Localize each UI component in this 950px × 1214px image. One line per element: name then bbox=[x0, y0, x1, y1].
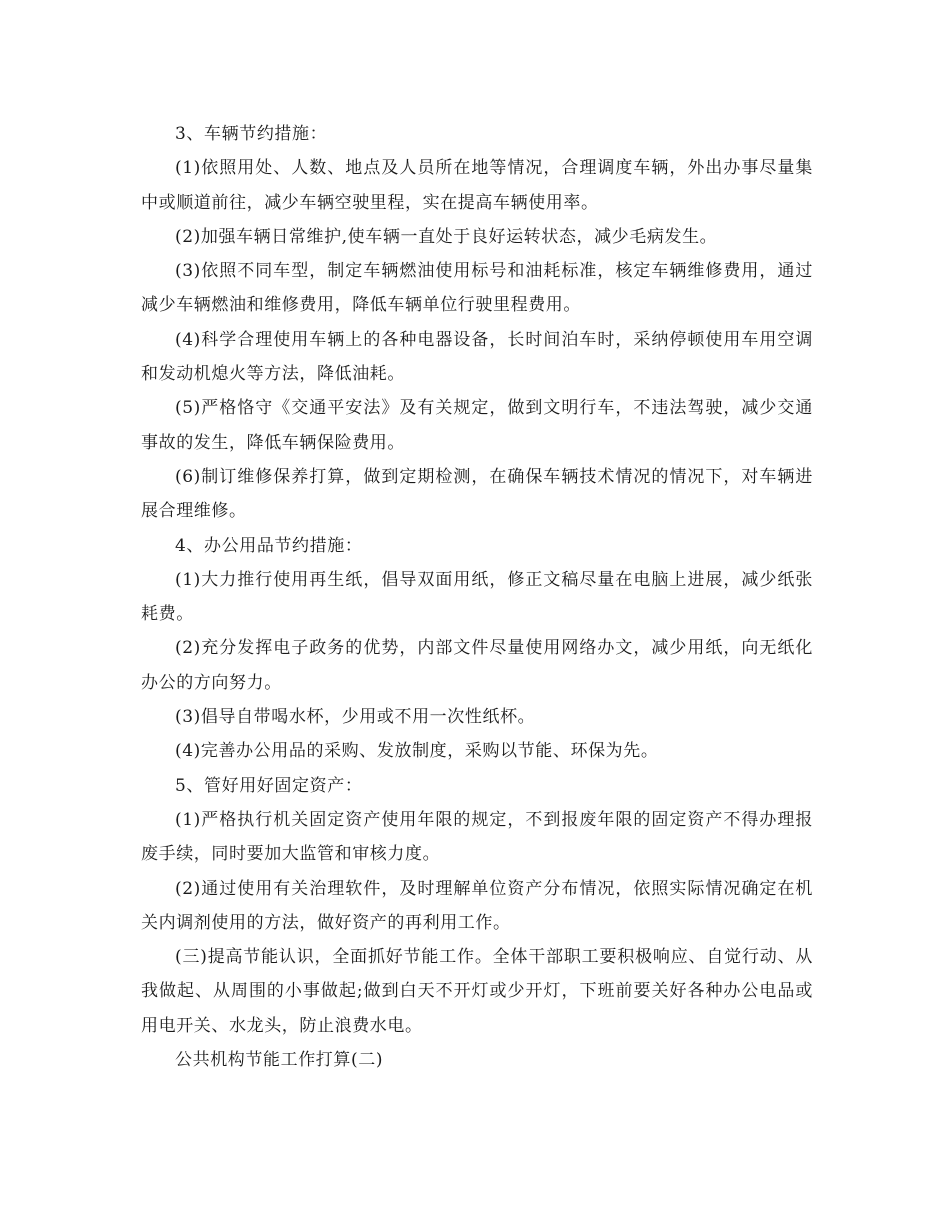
vehicle-item-2: (2)加强车辆日常维护,使车辆一直处于良好运转状态，减少毛病发生。 bbox=[175, 226, 718, 247]
section-title-plan-two: 公共机构节能工作打算(二) bbox=[175, 1050, 384, 1071]
vehicle-item-6: (6)制订维修保养打算，做到定期检测，在确保车辆技术情况的情况下，对车辆进展合理维修。 bbox=[141, 466, 813, 522]
section-heading-fixed-assets: 5、管好用好固定资产： bbox=[175, 775, 363, 796]
vehicle-item-5: (5)严格恪守《交通平安法》及有关规定，做到文明行车，不违法驾驶，减少交通事故的发生，降低车辆保险费用。 bbox=[141, 398, 813, 453]
office-item-2: (2)充分发挥电子政务的优势，内部文件尽量使用网络办文，减少用纸，向无纸化办公的方向努力。 bbox=[141, 638, 813, 693]
assets-item-2: (2)通过使用有关治理软件，及时理解单位资产分布情况，依照实际情况确定在机关内调剂使用的方法，做好资产的再利用工作。 bbox=[141, 878, 813, 933]
vehicle-item-4: (4)科学合理使用车辆上的各种电器设备，长时间泊车时，采纳停顿使用车用空调和发动机熄火等方法，降低油耗。 bbox=[141, 329, 813, 385]
section-heading-vehicle-savings: 3、车辆节约措施： bbox=[175, 124, 328, 144]
office-item-1: (1)大力推行使用再生纸，倡导双面用纸，修正文稿尽量在电脑上进展，减少纸张耗费。 bbox=[141, 569, 813, 625]
section-heading-office-supplies: 4、办公用品节约措施： bbox=[175, 535, 363, 556]
office-item-3: (3)倡导自带喝水杯，少用或不用一次性纸杯。 bbox=[175, 707, 536, 728]
document-body bbox=[141, 117, 813, 1077]
vehicle-item-3: (3)依照不同车型，制定车辆燃油使用标号和油耗标准，核定车辆维修费用，通过减少车辆燃油和维修费用，降低车辆单位行驶里程费用。 bbox=[141, 261, 813, 316]
office-item-4: (4)完善办公用品的采购、发放制度，采购以节能、环保为先。 bbox=[175, 741, 659, 762]
vehicle-item-1: (1)依照用处、人数、地点及人员所在地等情况，合理调度车辆，外出办事尽量集中或顺道前往，减少车辆空驶里程，实在提高车辆使用率。 bbox=[141, 158, 813, 213]
assets-item-1: (1)严格执行机关固定资产使用年限的规定，不到报废年限的固定资产不得办理报废手续，同时要加大监管和审核力度。 bbox=[141, 809, 813, 865]
awareness-paragraph: (三)提高节能认识，全面抓好节能工作。全体干部职工要积极响应、自觉行动、从我做起、从周围的小事做起;做到白天不开灯或少开灯，下班前要关好各种办公电品或用电开关、水龙头，防止浪费水电。 bbox=[141, 947, 813, 1036]
